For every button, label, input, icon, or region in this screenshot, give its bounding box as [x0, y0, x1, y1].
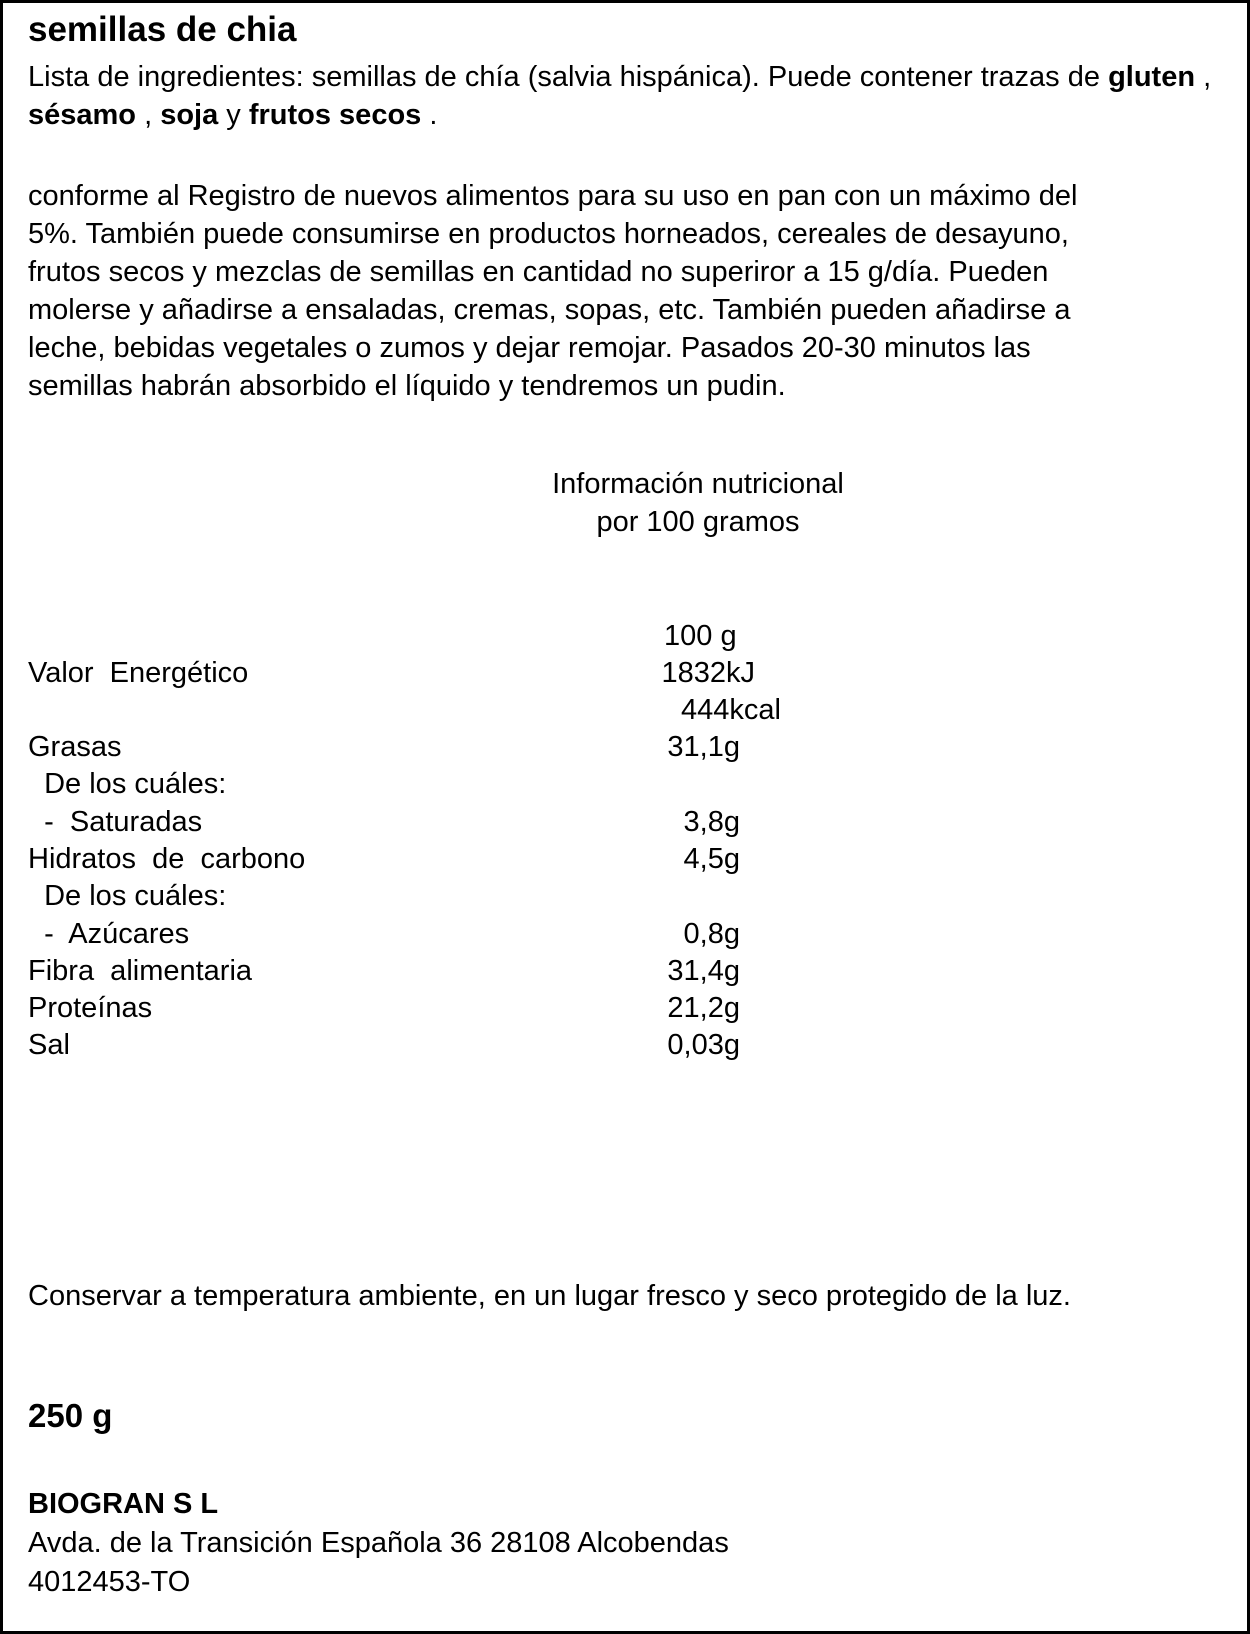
product-name: semillas de chia: [28, 10, 297, 49]
nutrition-row-carb-subheading: [28, 877, 788, 915]
nutrition-heading-line: por 100 gramos: [596, 506, 800, 538]
usage-line: conforme al Registro de nuevos alimentos para su uso en pan con un máximo del: [28, 180, 1078, 212]
company-address: Avda. de la Transición Española 36 28108 Alcobendas: [28, 1527, 729, 1559]
nutrient-label: Sal: [28, 1029, 70, 1061]
usage-line: leche, bebidas vegetales o zumos y dejar remojar. Pasados 20-30 minutos las: [28, 332, 1031, 364]
allergen-soy: soja: [160, 99, 219, 131]
nutrient-label: Grasas: [28, 731, 122, 763]
nutrition-row-fat-subheading: [28, 765, 788, 803]
net-weight: 250 g: [28, 1397, 113, 1434]
allergen-separator: ,: [1195, 61, 1212, 93]
nutrition-row-fiber: [28, 952, 788, 990]
nutrient-value: 444kcal: [681, 694, 781, 726]
ingredients-prefix: Lista de ingredientes: semillas de chía (salvia hispánica). Puede contener trazas de: [28, 61, 1109, 93]
nutrition-row-protein: [28, 989, 788, 1027]
nutrient-value: 0,03g: [667, 1029, 740, 1061]
nutrition-row-salt: [28, 1026, 788, 1064]
nutrient-label: Proteínas: [28, 992, 153, 1024]
usage-line: semillas habrán absorbido el líquido y tendremos un pudin.: [28, 370, 786, 402]
ingredients-suffix: .: [421, 99, 438, 131]
usage-line: molerse y añadirse a ensaladas, cremas, sopas, etc. También pueden añadirse a: [28, 294, 1071, 326]
usage-text: [28, 177, 1077, 405]
nutrient-value: 21,2g: [667, 992, 740, 1024]
usage-line: 5%. También puede consumirse en productos horneados, cereales de desayuno,: [28, 218, 1069, 250]
registry-code: 4012453-TO: [28, 1566, 191, 1598]
nutrient-label: - Saturadas: [28, 806, 203, 838]
nutrient-value: 31,1g: [667, 731, 740, 763]
allergen-sesame: sésamo: [28, 99, 137, 131]
nutrient-label: De los cuáles:: [28, 768, 227, 800]
allergen-nuts: frutos secos: [248, 99, 422, 131]
ingredients-list: [28, 58, 1228, 134]
nutrition-row-energy-kcal: [28, 691, 788, 729]
nutrition-row-saturated: [28, 803, 788, 841]
allergen-gluten: gluten: [1108, 61, 1196, 93]
nutrient-label: - Azúcares: [28, 918, 190, 950]
nutrient-value: 0,8g: [683, 918, 740, 950]
nutrient-value: 4,5g: [683, 843, 740, 875]
nutrition-row-energy-kj: [28, 654, 788, 692]
nutrient-label: Fibra alimentaria: [28, 955, 253, 987]
nutrient-label: De los cuáles:: [28, 880, 227, 912]
nutrient-value: 3,8g: [683, 806, 740, 838]
nutrition-row-sugars: [28, 915, 788, 953]
nutrition-row-carbohydrates: [28, 840, 788, 878]
nutrition-row-fat: [28, 728, 788, 766]
nutrient-value: 1832kJ: [661, 657, 755, 689]
company-name: BIOGRAN S L: [28, 1488, 219, 1520]
allergen-separator: ,: [136, 99, 161, 131]
usage-line: frutos secos y mezclas de semillas en cantidad no superiror a 15 g/día. Pueden: [28, 256, 1049, 288]
nutrition-heading-line: Información nutricional: [552, 468, 844, 500]
nutrient-label: Valor Energético: [28, 657, 249, 689]
nutrition-column-header: 100 g: [664, 620, 737, 652]
allergen-separator: y: [218, 99, 249, 131]
nutrient-value: 31,4g: [667, 955, 740, 987]
nutrient-label: Hidratos de carbono: [28, 843, 306, 875]
storage-instructions: Conservar a temperatura ambiente, en un lugar fresco y seco protegido de la luz.: [28, 1280, 1071, 1312]
nutrition-heading: [537, 465, 859, 541]
